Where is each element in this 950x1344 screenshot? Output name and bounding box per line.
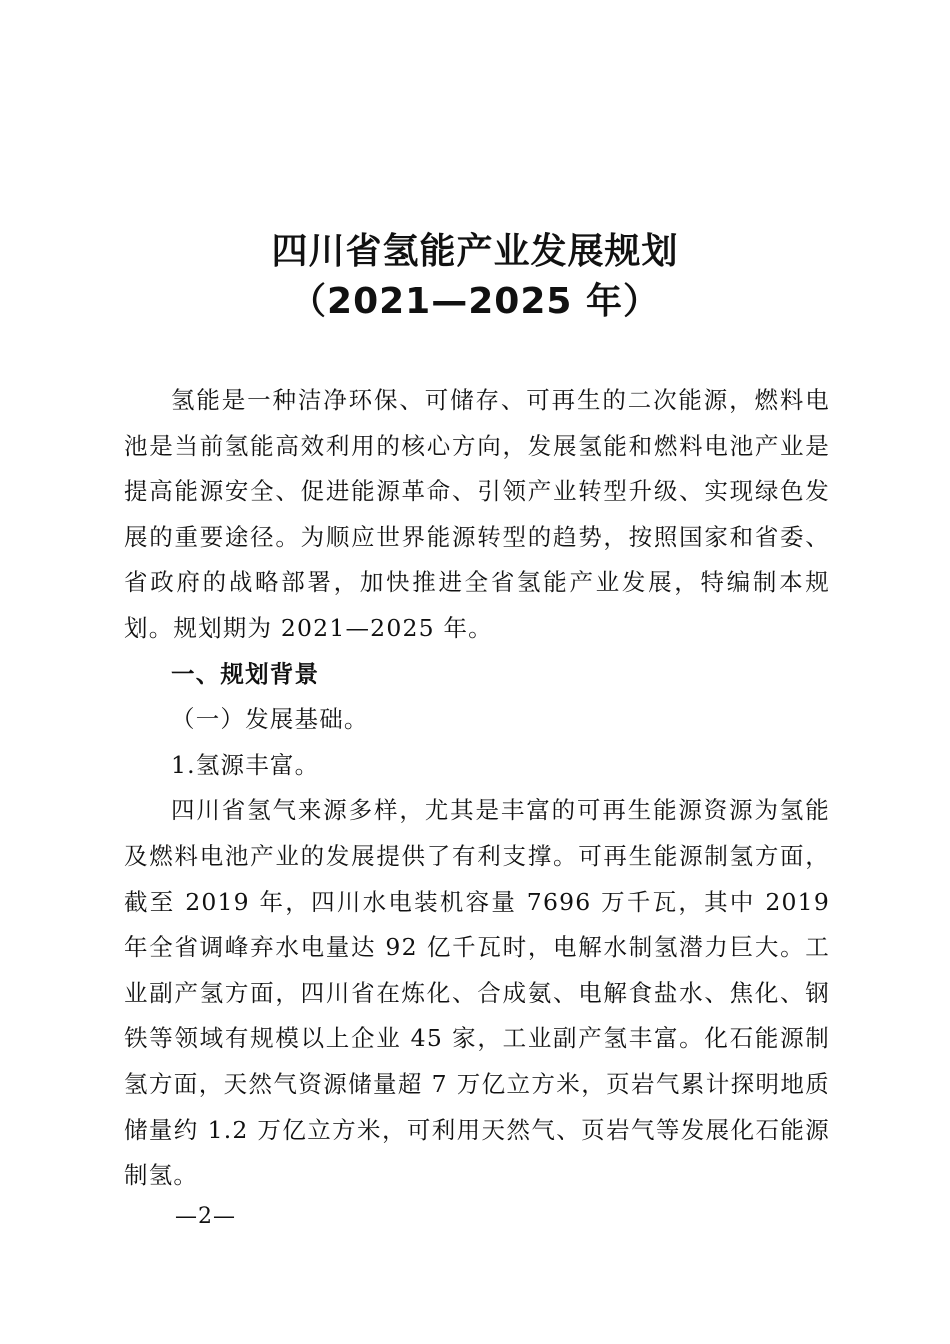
section-heading: 一、规划背景: [171, 659, 320, 688]
document-body: [124, 378, 830, 1199]
intro-paragraph: 氢能是一种洁净环保、可储存、可再生的二次能源，燃料电池是当前氢能高效利用的核心方向，发展氢能和燃料电池产业是提高能源安全、促进能源革命、引领产业转型升级、实现绿色发展的重要途径。为顺应世界能源转型的趋势，按照国家和省委、省政府的战略部署，加快推进全省氢能产业发展，特编制本规划。规划期为 2021—2025 年。: [124, 386, 830, 642]
item-heading: 1.氢源丰富。: [171, 750, 320, 779]
document-title: 四川省氢能产业发展规划: [271, 231, 679, 272]
document-subtitle: （2021—2025 年）: [290, 281, 660, 322]
page-number: —2—: [175, 1204, 236, 1229]
subsection-heading: （一）发展基础。: [171, 705, 369, 734]
item-paragraph: 四川省氢气来源多样，尤其是丰富的可再生能源资源为氢能及燃料电池产业的发展提供了有利支撑。可再生能源制氢方面，截至 2019 年，四川水电装机容量 7696 万千瓦，其中 2019 年全省调峰弃水电量达 92 亿千瓦时，电解水制氢潜力巨大。工业副产氢方面，四川省在炼化、合成氨、电解食盐水、焦化、钢铁等领域有规模以上企业 45 家，工业副产氢丰富。化石能源制氢方面，天然气资源储量超 7 万亿立方米，页岩气累计探明地质储量约 1.2 万亿立方米，可利用天然气、页岩气等发展化石能源制氢。: [124, 796, 830, 1190]
